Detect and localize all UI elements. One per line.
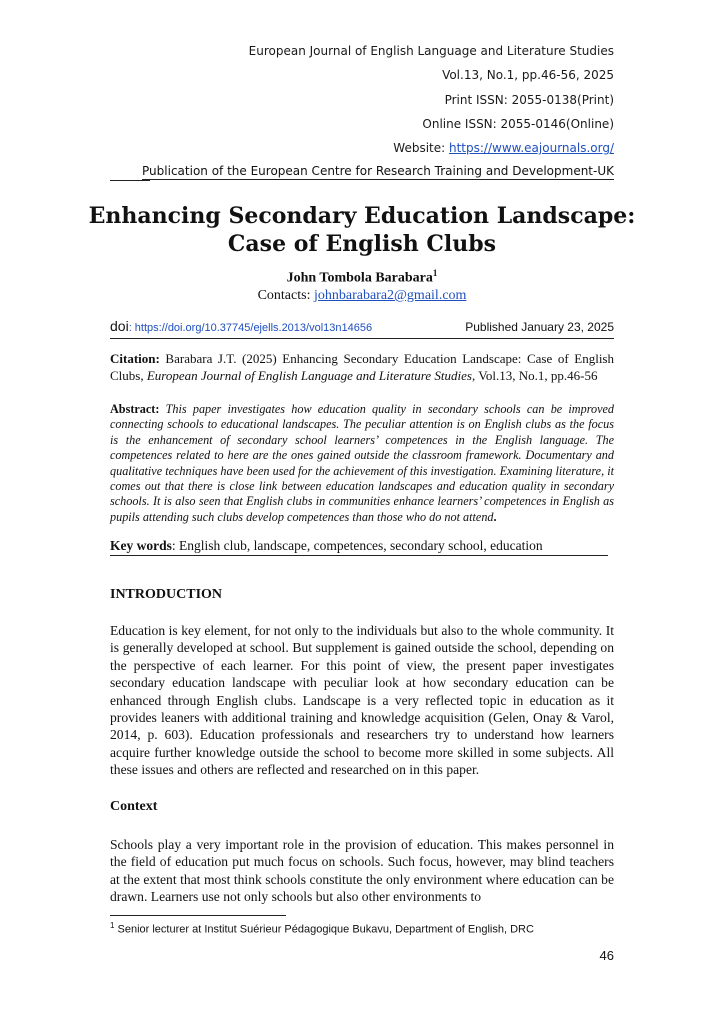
page-number: 46: [599, 948, 614, 963]
published-date: Published January 23, 2025: [465, 320, 614, 334]
keywords-label: Key words: [110, 538, 172, 553]
contacts-label: Contacts:: [257, 288, 314, 303]
footnote-mark: 1: [110, 921, 115, 930]
doi-link[interactable]: : https://doi.org/10.37745/ejells.2013/vol13n14656: [128, 322, 373, 334]
publisher-text: Publication of the European Centre for Research Training and Development-UK: [142, 164, 614, 178]
keywords-line: [110, 538, 608, 556]
introduction-heading: INTRODUCTION: [110, 587, 223, 602]
contacts-line: [110, 288, 614, 304]
abstract-label: Abstract:: [110, 402, 160, 416]
author-name: [110, 268, 614, 287]
online-issn: Online ISSN: 2055-0146(Online): [422, 117, 614, 131]
doi-row: [110, 318, 614, 339]
website-line: [393, 141, 614, 155]
citation-journal: European Journal of English Language and Literature Studies: [146, 368, 472, 383]
volume-info: Vol.13, No.1, pp.46-56, 2025: [442, 68, 614, 82]
publisher-line: [110, 164, 614, 182]
author-footnote-mark: 1: [432, 268, 438, 278]
footnote-text: Senior lecturer at Institut Suérieur Pédagogique Bukavu, Department of English, DRC: [114, 923, 534, 936]
title-line-2: Case of English Clubs: [227, 231, 497, 257]
paper-title: [60, 202, 664, 258]
citation-text-b: , Vol.13, No.1, pp.46-56: [471, 368, 598, 383]
title-line-1: Enhancing Secondary Education Landscape:: [88, 203, 636, 229]
author-text: John Tombola Barabara: [286, 270, 433, 286]
citation-label: Citation:: [110, 351, 160, 366]
doi-label: doi: [110, 318, 129, 334]
journal-name: European Journal of English Language and Literature Studies: [248, 44, 614, 58]
context-heading: Context: [110, 799, 158, 814]
abstract-block: [110, 402, 614, 525]
print-issn: Print ISSN: 2055-0138(Print): [444, 93, 614, 107]
footnote-rule: [110, 915, 286, 916]
keywords-text: : English club, landscape, competences, secondary school, education: [171, 538, 543, 553]
context-paragraph: Schools play a very important role in the provision of education. This makes personnel in the field of education put much focus on schools. Such focus, however, may blind teachers at the extent that most think schools constitute the only environment where education can be drawn. Learners use not only schools but also other environments to: [110, 837, 614, 905]
abstract-text: This paper investigates how education quality in secondary schools can be improved connecting schools to educational landscapes. The peculiar attention is on English clubs as the focus is the enhancement of secondary school learners’ competences in the English language. The competences related to here are the ones gained outside the classroom framework. Documentary and qualitative techniques have been used for the achievement of this investigation. Examining literature, it comes out that there is close link between education landscapes and education quality in secondary schools. It is also seen that English clubs in communities enhance learners’ competences in English as pupils attending such clubs develop competences than those who do not attend: [110, 402, 614, 524]
website-label: Website:: [393, 141, 449, 155]
author-email-link[interactable]: johnbarabara2@gmail.com: [313, 288, 467, 303]
website-link[interactable]: https://www.eajournals.org/: [449, 141, 614, 155]
introduction-paragraph: Education is key element, for not only to the individuals but also to the whole community. It is generally developed at school. But supplement is gained outside the school, depending on the perspective of each learner. For this point of view, the present paper investigates secondary education landscape with peculiar look at how secondary education can be enhanced through English clubs. Landscape is a very reflected topic in education as it provides leaners with additional training and knowledge acquisition (Gelen, Onay & Varol, 2014, p. 603). Education professionals and researchers try to understand how learners acquire further knowledge outside the school to become more skilled in some subjects. All these issues and others are reflected and researched on in this paper.: [110, 623, 614, 778]
abstract-end: .: [493, 509, 497, 524]
citation-text-a: Barabara J.T. (2025) Enhancing Secondary Education Landscape: Case of English Clubs,: [110, 351, 614, 383]
footnote: [110, 921, 614, 936]
citation-block: [110, 350, 614, 384]
